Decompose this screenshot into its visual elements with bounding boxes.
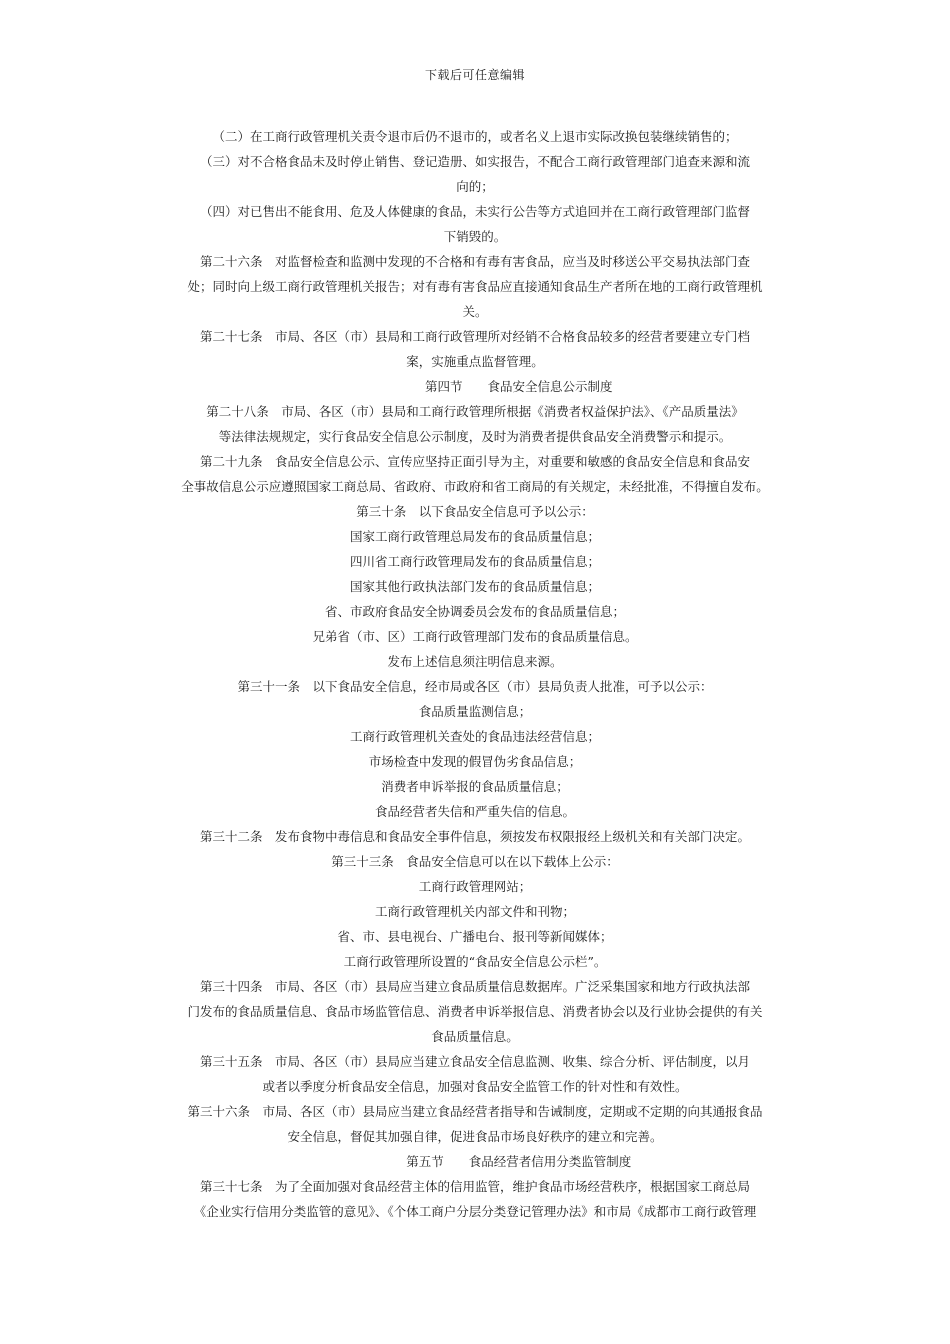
text-line: 第三十四条 市局、各区（市）县局应当建立食品质量信息数据库。广泛采集国家和地方行政执法部 (199, 979, 750, 994)
text-line: 全事故信息公示应遵照国家工商总局、省政府、市政府和省工商局的有关规定，未经批准，不得擅自发布。 (181, 479, 769, 494)
text-line: 第二十七条 市局、各区（市）县局和工商行政管理所对经销不合格食品较多的经营者要建立专门档 (199, 329, 750, 344)
text-line: 工商行政管理机关查处的食品违法经营信息； (349, 729, 600, 744)
text-line: 向的； (456, 179, 494, 194)
text-line: 市场检查中发现的假冒伪劣食品信息； (368, 754, 582, 769)
text-line: （四）对已售出不能食用、危及人体健康的食品，未实行公告等方式追回并在工商行政管理部门监督 (199, 204, 750, 219)
text-line: 或者以季度分析食品安全信息，加强对食品安全监管工作的针对性和有效性。 (262, 1079, 688, 1094)
text-line: 案，实施重点监督管理。 (406, 354, 544, 369)
text-line: 消费者申诉举报的食品质量信息； (381, 779, 569, 794)
text-line: 第三十一条 以下食品安全信息，经市局或各区（市）县局负责人批准，可予以公示： (237, 679, 713, 694)
text-line: 工商行政管理所设置的“食品安全信息公示栏”。 (343, 954, 607, 969)
text-line: 关。 (462, 304, 488, 319)
text-line: 第三十六条 市局、各区（市）县局应当建立食品经营者指导和告诫制度，定期或不定期的向其通报食品 (187, 1104, 763, 1119)
text-line: 第二十八条 市局、各区（市）县局和工商行政管理所根据《消费者权益保护法》、《产品质量法》 (206, 404, 744, 419)
text-line: 第二十九条 食品安全信息公示、宣传应坚持正面引导为主，对重要和敏感的食品安全信息和食品安 (199, 454, 750, 469)
text-line: 第五节 食品经营者信用分类监管制度 (318, 1154, 632, 1169)
text-line: 食品经营者失信和严重失信的信息。 (374, 804, 575, 819)
text-line: 处；同时向上级工商行政管理机关报告；对有毒有害食品应直接通知食品生产者所在地的工商行政管理机 (187, 279, 763, 294)
text-line: 发布上述信息须注明信息来源。 (387, 654, 563, 669)
page-header-note: 下载后可任意编辑 (424, 68, 525, 82)
text-line: 第三十三条 食品安全信息可以在以下载体上公示： (331, 854, 619, 869)
text-line: 第二十六条 对监督检查和监测中发现的不合格和有毒有害食品，应当及时移送公平交易执法部门查 (199, 254, 750, 269)
text-line: 第四节 食品安全信息公示制度 (337, 379, 613, 394)
text-line: 第三十条 以下食品安全信息可予以公示： (356, 504, 594, 519)
text-line: 国家其他行政执法部门发布的食品质量信息； (349, 579, 600, 594)
text-line: 食品质量监测信息； (418, 704, 532, 719)
text-line: 下销毁的。 (443, 229, 507, 244)
text-line: 工商行政管理网站； (418, 879, 532, 894)
text-line: 第三十二条 发布食物中毒信息和食品安全事件信息，须按发布权限报经上级机关和有关部门决定。 (199, 829, 750, 844)
text-line: 省、市、县电视台、广播电台、报刊等新闻媒体； (337, 929, 613, 944)
text-line: 四川省工商行政管理局发布的食品质量信息； (349, 554, 600, 569)
text-line: 安全信息，督促其加强自律，促进食品市场良好秩序的建立和完善。 (287, 1129, 663, 1144)
text-line: 等法律法规规定，实行食品安全信息公示制度，及时为消费者提供食品安全消费警示和提示。 (218, 429, 732, 444)
document-body (0, 124, 950, 1224)
text-line: 国家工商行政管理总局发布的食品质量信息； (349, 529, 600, 544)
text-line: 食品质量信息。 (431, 1029, 519, 1044)
text-line: 《企业实行信用分类监管的意见》、《个体工商户分层分类登记管理办法》和市局《成都市工商行政管理 (193, 1204, 757, 1219)
text-line: （三）对不合格食品未及时停止销售、登记造册、如实报告，不配合工商行政管理部门追查来源和流 (199, 154, 750, 169)
text-line: 第三十五条 市局、各区（市）县局应当建立食品安全信息监测、收集、综合分析、评估制度，以月 (199, 1054, 750, 1069)
text-line: 第三十七条 为了全面加强对食品经营主体的信用监管，维护食品市场经营秩序，根据国家工商总局 (199, 1179, 750, 1194)
text-line: 门发布的食品质量信息、食品市场监管信息、消费者申诉举报信息、消费者协会以及行业协会提供的有关 (187, 1004, 763, 1019)
text-line: 省、市政府食品安全协调委员会发布的食品质量信息； (324, 604, 625, 619)
text-line: （二）在工商行政管理机关责令退市后仍不退市的，或者名义上退市实际改换包装继续销售的； (212, 129, 738, 144)
text-line: 工商行政管理机关内部文件和刊物； (374, 904, 575, 919)
text-line: 兄弟省（市、区）工商行政管理部门发布的食品质量信息。 (312, 629, 638, 644)
